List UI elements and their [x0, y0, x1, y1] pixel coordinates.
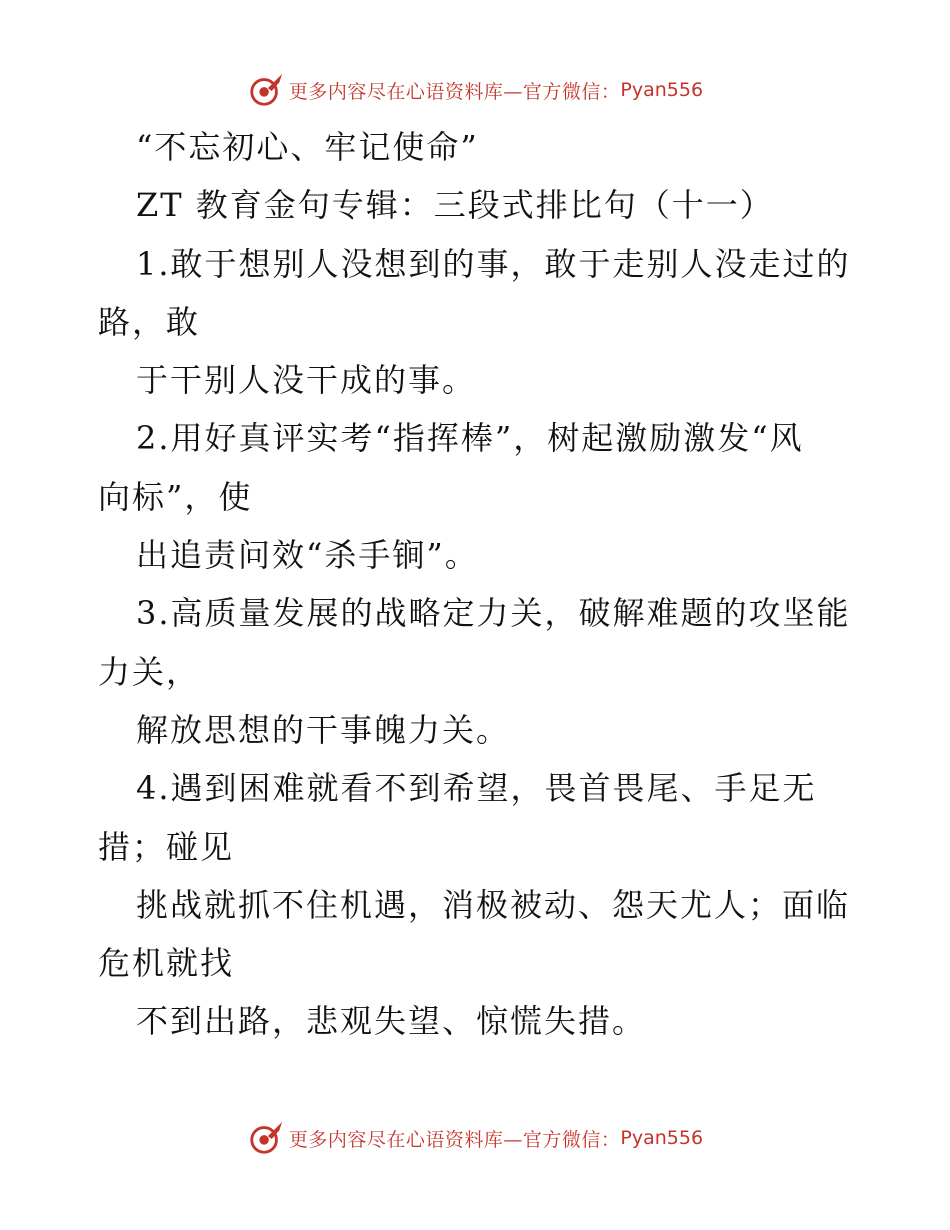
quill-pen-icon	[247, 71, 285, 109]
text-line: 危机就找	[98, 944, 235, 983]
text-line: 于干别人没干成的事。	[136, 361, 477, 400]
banner-text: 更多内容尽在心语资料库—官方微信：	[288, 1128, 621, 1151]
text-line: 力关，	[98, 652, 201, 691]
text-line: 1.敢于想别人没想到的事，敢于走别人没走过的	[136, 244, 851, 283]
text-line: 解放思想的干事魄力关。	[136, 710, 511, 749]
banner-text: 更多内容尽在心语资料库—官方微信：	[288, 80, 621, 103]
banner-wechat-id: Pyan556	[620, 1127, 704, 1149]
text-line: ZT 教育金句专辑：三段式排比句（十一）	[136, 186, 774, 225]
text-line: 2.用好真评实考“指挥棒”，树起激励激发“风	[136, 419, 804, 458]
text-line: 不到出路，悲观失望、惊慌失措。	[136, 1002, 647, 1041]
banner-wechat-id: Pyan556	[620, 79, 704, 101]
text-line: 4.遇到困难就看不到希望，畏首畏尾、手足无	[136, 769, 817, 808]
footer-watermark-banner	[0, 1118, 950, 1158]
text-line: “不忘初心、牢记使命”	[136, 128, 479, 166]
text-line: 向标”，使	[98, 477, 253, 516]
text-line: 挑战就抓不住机遇，消极被动、怨天尤人；面临	[136, 885, 851, 924]
text-line: 出追责问效“杀手锏”。	[136, 536, 479, 575]
quill-pen-icon	[247, 1119, 285, 1157]
text-line: 路，敢	[98, 302, 201, 341]
text-line: 措；碰见	[98, 827, 235, 866]
header-watermark-banner	[0, 70, 950, 110]
text-line: 3.高质量发展的战略定力关，破解难题的攻坚能	[136, 594, 851, 633]
document-body	[98, 118, 858, 1051]
